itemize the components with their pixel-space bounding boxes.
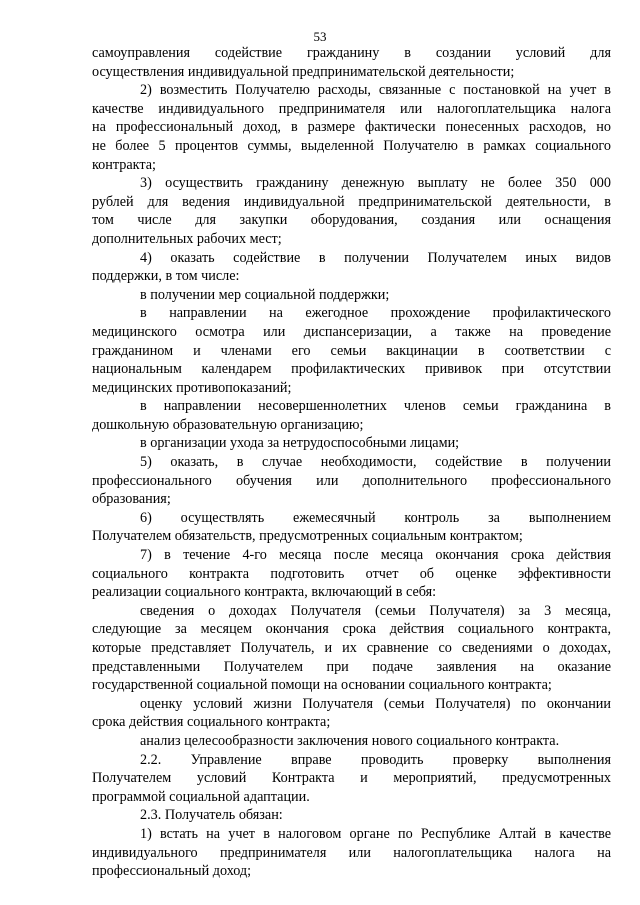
text-line: не более 5 процентов суммы, выделенной Получателю в рамках социального xyxy=(92,137,611,154)
text-line: Получателем условий Контракта и мероприятий, предусмотренных xyxy=(92,770,611,787)
text-line: поддержки, в том числе: xyxy=(92,268,240,285)
text-line: 2.2. Управление вправе проводить проверку выполнения xyxy=(140,751,611,768)
text-line: качестве индивидуального предпринимателя или налогоплательщика налога xyxy=(92,100,611,117)
text-line: социального контракта подготовить отчет об оценке эффективности xyxy=(92,565,611,582)
text-line: на профессиональный доход, в размере фактически понесенных расходов, но xyxy=(92,119,611,136)
text-line: в получении мер социальной поддержки; xyxy=(140,286,390,303)
text-line: программой социальной адаптации. xyxy=(92,788,310,805)
text-line: профессионального обучения или дополнительного профессионального xyxy=(92,472,611,489)
text-line: индивидуального предпринимателя или налогоплательщика налога на xyxy=(92,844,611,861)
text-line: реализации социального контракта, включающий в себя: xyxy=(92,584,437,601)
text-line: гражданином и членами его семьи вакцинации в соответствии с xyxy=(92,342,611,359)
text-line: в организации ухода за нетрудоспособными лицами; xyxy=(140,435,460,452)
text-line: рублей для ведения индивидуальной предпринимательской деятельности, в xyxy=(92,193,611,210)
text-line: Получателем обязательств, предусмотренных социальным контрактом; xyxy=(92,528,523,545)
text-line: национальным календарем профилактических прививок при отсутствии xyxy=(92,361,611,378)
text-line: государственной социальной помощи на основании социального контракта; xyxy=(92,677,552,694)
text-line: которые представляет Получатель, и их сравнение со сведениями о доходах, xyxy=(92,640,611,656)
text-line: 2.3. Получатель обязан: xyxy=(140,807,283,824)
text-line: 6) осуществлять ежемесячный контроль за выполнением xyxy=(140,509,611,526)
text-line: том числе для закупки оборудования, создания или оснащения xyxy=(92,212,611,229)
text-line: профессиональный доход; xyxy=(92,863,252,880)
page-number: 53 xyxy=(313,29,327,44)
text-line: оценку условий жизни Получателя (семьи Получателя) по окончании xyxy=(140,695,611,712)
text-line: 7) в течение 4-го месяца после месяца окончания срока действия xyxy=(140,547,611,564)
document-body xyxy=(92,44,611,881)
text-line: следующие за месяцем окончания срока действия социального контракта, xyxy=(92,621,611,638)
text-line: в направлении несовершеннолетних членов семьи гражданина в xyxy=(140,398,611,415)
text-line: 1) встать на учет в налоговом органе по Республике Алтай в качестве xyxy=(140,825,611,842)
text-line: срока действия социального контракта; xyxy=(92,714,331,731)
text-line: в направлении на ежегодное прохождение профилактического xyxy=(140,305,611,322)
text-line: представленными Получателем при подаче заявления на оказание xyxy=(92,658,611,675)
text-line: 4) оказать содействие в получении Получателем иных видов xyxy=(140,249,611,266)
text-line: осуществления индивидуальной предпринимательской деятельности; xyxy=(92,63,515,80)
text-line: дополнительных рабочих мест; xyxy=(92,230,282,247)
text-line: 5) оказать, в случае необходимости, содействие в получении xyxy=(140,454,611,471)
text-line: 2) возместить Получателю расходы, связанные с постановкой на учет в xyxy=(140,82,611,99)
text-line: анализ целесообразности заключения нового социального контракта. xyxy=(140,732,560,749)
text-line: самоуправления содействие гражданину в создании условий для xyxy=(92,45,611,61)
text-line: контракта; xyxy=(92,156,156,173)
text-line: медицинских противопоказаний; xyxy=(92,379,292,396)
text-line: дошкольную образовательную организацию; xyxy=(92,416,364,433)
text-line: 3) осуществить гражданину денежную выплату не более 350 000 xyxy=(140,175,611,192)
text-line: медицинского осмотра или диспансеризации, а также на проведение xyxy=(92,323,611,340)
text-line: образования; xyxy=(92,491,171,508)
text-line: сведения о доходах Получателя (семьи Получателя) за 3 месяца, xyxy=(140,602,611,619)
